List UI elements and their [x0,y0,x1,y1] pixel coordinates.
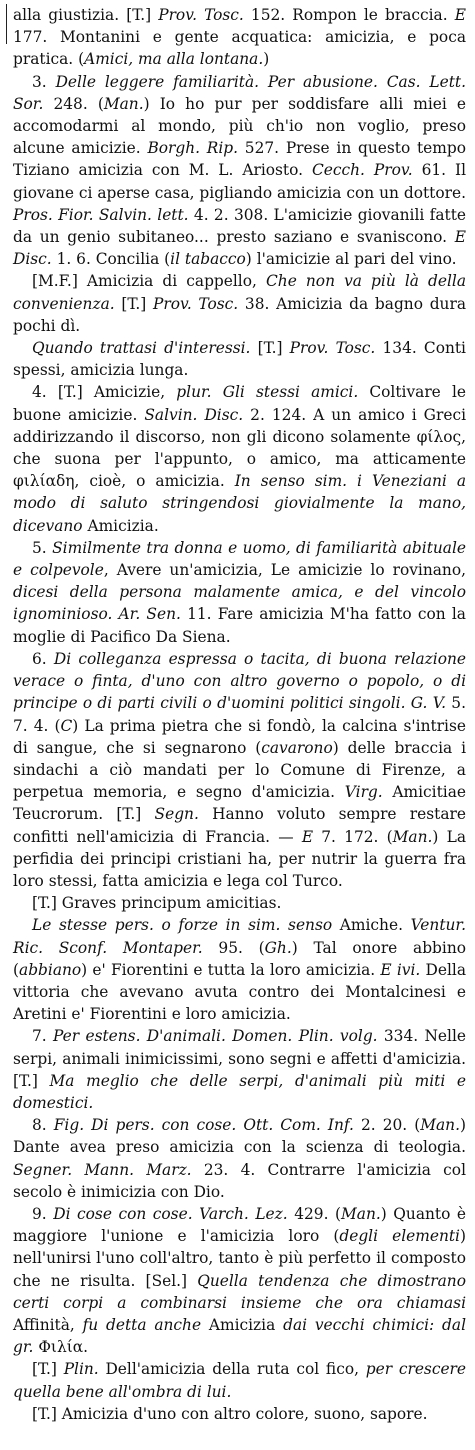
text-run: alla giustizia. [T.] [13,6,159,24]
text-run: Amicizia. [82,516,159,535]
text-run: 527. Prese in questo tempo Tiziano amicizia con M. L. Ariosto. [13,139,466,180]
entry-paragraph [13,537,466,648]
text-run: 4. 2. 308. L'amicizie giovanili fatte da un genio subitaneo... presto saziano e svaniscono. [13,205,466,247]
italic-text: Cecch. Prov. [311,161,413,180]
italic-text: Di colleganza espressa o tacita, di buona relazione verace o finta, d'uno con altro governo o popolo, o di principe o di parti civili o d'uomini politici singoli. G. V. [13,649,467,713]
text-run: [T.] Graves principum amicitias. [32,894,282,913]
text-run: 134. Conti spessi, amicizia lunga. [13,339,466,380]
entry-paragraph [13,381,466,536]
text-run: 7. [32,1027,54,1046]
italic-text: Prov. Tosc. [158,6,244,24]
italic-text: Pros. Fior. Salvin. lett. [13,205,189,224]
text-run: 177. Montanini e gente acquatica: amicizia, e poca pratica. ( [13,28,466,69]
italic-text: Prov. Tosc. [289,339,376,358]
italic-text: Salvin. Disc. [144,405,244,424]
italic-text: E [454,6,466,24]
italic-text: il tabacco [170,250,246,269]
italic-text: Amici, ma alla lontana. [84,50,264,69]
margin-rule [6,4,7,44]
italic-text: Segn. [154,805,199,824]
text-run: ) [263,50,270,69]
entry-paragraph [13,1403,466,1425]
text-run: 429. ( [287,1204,342,1223]
italic-text: Man. [341,1204,381,1223]
text-run: ) Io ho pur per soddisfare alli miei e accomodarmi al mondo, più ch'io non voglio, preso alcune amicizie. [13,94,467,158]
text-run: 61. Il giovane ci aperse casa, pigliando amicizia con un dottore. [13,161,467,202]
italic-text: E Disc. [13,228,466,269]
text-run: ) l'amicizie al pari del vino. [245,250,457,269]
text-run: 5. 7. 4. ( [13,694,466,735]
entry-paragraph [13,648,466,892]
entry-paragraph [13,1203,466,1358]
entry-paragraph [13,1025,466,1114]
entry-paragraph [13,1114,466,1203]
text-run: ) Quanto è maggiore l'unione e l'amicizia loro ( [13,1204,467,1246]
dictionary-entry-body [13,4,466,1425]
text-run: 1. 6. Concilia ( [51,250,171,269]
text-run: [T.] Amicizia d'uno con altro colore, suono, sapore. [32,1404,428,1423]
text-run: ) nell'unirsi l'uno coll'altro, tanto è più perfetto il composto che ne risulta. [Sel.] [13,1227,466,1290]
italic-text: fu detta anche [82,1315,202,1334]
text-run: Amicizia [201,1315,284,1334]
italic-text: Che non va più là della convenienza. [13,272,467,313]
italic-text: C [60,716,73,735]
text-run: 23. 4. Contrarre l'amicizia col secolo è inimicizia con Dio. [13,1160,466,1201]
text-run: 8. [32,1116,54,1135]
text-run: Φιλία. [33,1338,89,1357]
italic-text: dai vecchi chimici: dal gr. [13,1315,466,1357]
italic-text: Man. [392,827,433,846]
text-run: 152. Rompon le braccia. [243,6,455,24]
entry-paragraph [13,270,466,337]
italic-text: Ventur. Ric. Sconf. Montaper. [13,916,466,957]
text-run: ) La perfidia dei principi cristiani ha, per nutrir la guerra fra loro stessi, fatta amicizia e lega col Turco. [13,827,466,890]
text-run: [M.F.] Amicizia di cappello, [32,272,266,291]
text-run: ) Dante avea preso amicizia con la scienza di teologia. [13,1116,467,1157]
italic-text: Plin. [63,1360,99,1379]
italic-text: Similmente tra donna e uomo, di familiarità abituale e colpevole [13,538,467,580]
italic-text: Ma meglio che delle serpi, d'animali più miti e domestici. [13,1071,466,1112]
text-run: Dell'amicizia della ruta col fico, [98,1360,366,1379]
text-run: 95. ( [202,938,265,957]
text-run: 2. 124. A un amico i Greci addirizzando il discorso, non gli dicono solamente φίλος, che suona per l'appunto, o amico, ma atticamente φιλίαδη, cioè, o amicizia. [13,405,466,491]
italic-text: Man. [420,1116,460,1135]
italic-text: dicesi della persona malamente amica, e del vincolo ignominioso. Ar. Sen. [13,583,466,624]
text-run: Amiche. [332,916,411,935]
italic-text: Fig. Di pers. con cose. Ott. Com. Inf. [53,1116,354,1135]
italic-text: abbiano [19,960,82,979]
text-run: Coltivare le buone amicizie. [13,383,466,424]
italic-text: Prov. Tosc. [152,294,239,313]
text-run: Hanno voluto sempre restare confitti nell'amicizia di Francia. — [13,805,466,846]
text-run: ) e' Fiorentini e tutta la loro amicizia. [81,960,381,979]
italic-text: In senso sim. i Veneziani a modo di saluto stringendosi giovialmente la mano, dicevano [13,472,466,535]
italic-text: Gh. [264,938,292,957]
italic-text: Virg. [344,783,383,802]
entry-paragraph [13,892,466,914]
text-run: ) Tal onore abbino ( [13,938,467,979]
text-run: 7. 172. ( [313,827,393,846]
text-run: 5. [32,538,53,557]
italic-text: degli elementi [339,1227,460,1246]
text-run: ) La prima pietra che si fondò, la calcina s'intrise di sangue, che si segnarono ( [13,716,466,757]
entry-paragraph [13,4,466,71]
italic-text: plur. Gli stessi amici. [176,383,359,402]
text-run: 2. 20. ( [353,1116,421,1135]
italic-text: E ivi. [380,960,421,979]
text-run: ) delle braccia i sindachi a ciò mandati per lo Comune di Firenze, a perpetua memoria, e segno d'amicizia. [13,738,466,802]
text-run: [T.] [32,1360,64,1379]
entry-paragraph [13,914,466,1025]
entry-paragraph [13,337,466,381]
text-run: 248. ( [43,94,104,113]
italic-text: Delle leggere familiarità. Per abusione. Cas. Lett. Sor. [13,72,467,113]
text-run: Della vittoria che avevano avuta contro dei Montalcinesi e Aretini e' Fiorentini e loro amicizia. [13,960,466,1024]
text-run: 3. [32,72,56,91]
italic-text: Quando trattasi d'interessi. [32,339,251,358]
text-run: Affinità, [13,1315,83,1334]
text-run: 6. [32,649,54,668]
text-run: 4. [T.] Amicizie, [32,383,177,402]
italic-text: Borgh. Rip. [147,139,239,158]
text-run: [T.] [114,294,153,313]
text-run: 9. [32,1204,54,1223]
italic-text: Le stesse pers. o forze in sim. senso [32,916,333,935]
text-run: , Avere un'amicizia, Le amicizie lo rovinano, [103,561,466,580]
text-run: [T.] [250,339,290,358]
italic-text: Per estens. D'animali. Domen. Plin. volg. [53,1027,378,1046]
text-run: 334. Nelle serpi, animali inimicissimi, sono segni e affetti d'amicizia. [T.] [13,1027,466,1090]
italic-text: per crescere quella bene all'ombra di lui. [13,1360,467,1401]
entry-paragraph [13,1358,466,1402]
italic-text: cavarono [261,738,333,757]
italic-text: E [301,827,314,846]
italic-text: Man. [103,94,144,113]
text-run: 38. Amicizia da bagno dura pochi dì. [13,294,466,335]
italic-text: Di cose con cose. Varch. Lez. [53,1204,288,1223]
italic-text: Quella tendenza che dimostrano certi corpi a combinarsi insieme che ora chiamasi [13,1271,466,1312]
text-run: Amicitiae Teucrorum. [T.] [13,783,466,824]
text-run: 11. Fare amicizia M'ha fatto con la moglie di Pacifico Da Siena. [13,605,466,646]
italic-text: Segner. Mann. Marz. [13,1160,192,1179]
entry-paragraph [13,71,466,271]
